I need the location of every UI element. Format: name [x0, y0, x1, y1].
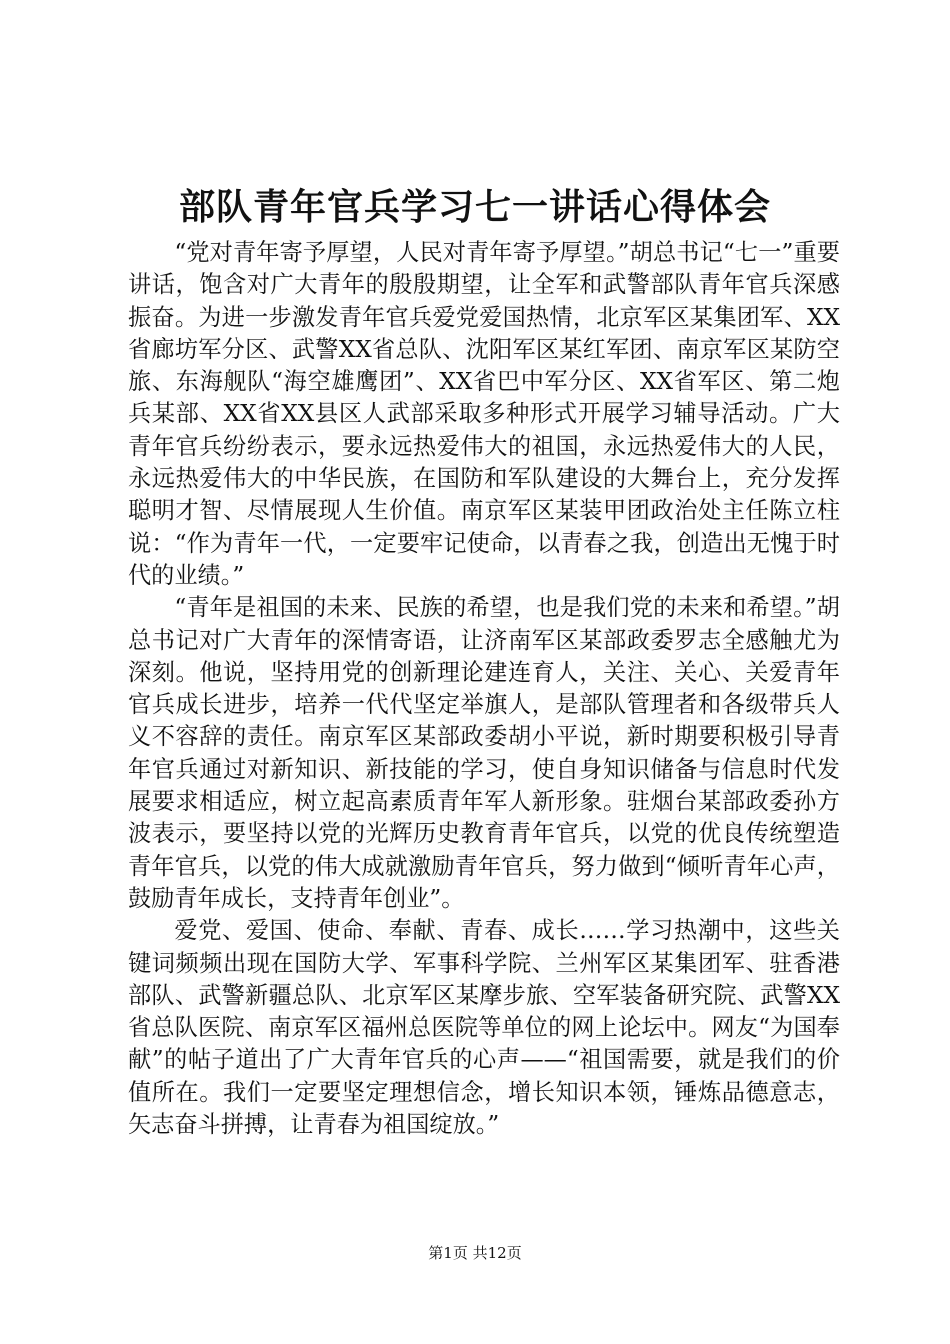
page-footer: 第1页 共12页 — [428, 1244, 522, 1262]
paragraph-2: “青年是祖国的未来、民族的希望，也是我们党的未来和希望。”胡总书记对广大青年的深情寄语，让济南军区某部政委罗志全感触尤为深刻。他说，坚持用党的创新理论建连育人，关注、关心、关爱青年官兵成长进步，培养一代代坚定举旗人，是部队管理者和各级带兵人义不容辞的责任。南京军区某部政委胡小平说，新时期要积极引导青年官兵通过对新知识、新技能的学习，使自身知识储备与信息时代发展要求相适应，树立起高素质青年军人新形象。驻烟台某部政委孙方波表示，要坚持以党的光辉历史教育青年官兵，以党的优良传统塑造青年官兵，以党的伟大成就激励青年官兵，努力做到“倾听青年心声，鼓励青年成长，支持青年创业”。 — [128, 594, 840, 912]
paragraph-1: “党对青年寄予厚望，人民对青年寄予厚望。”胡总书记“七一”重要讲话，饱含对广大青年的殷殷期望，让全军和武警部队青年官兵深感振奋。为进一步激发青年官兵爱党爱国热情，北京军区某集团军、XX省廊坊军分区、武警XX省总队、沈阳军区某红军团、南京军区某防空旅、东海舰队“海空雄鹰团”、XX省巴中军分区、XX省军区、第二炮兵某部、XX省XX县区人武部采取多种形式开展学习辅导活动。广大青年官兵纷纷表示，要永远热爱伟大的祖国，永远热爱伟大的人民，永远热爱伟大的中华民族，在国防和军队建设的大舞台上，充分发挥聪明才智、尽情展现人生价值。南京军区某装甲团政治处主任陈立柱说：“作为青年一代，一定要牢记使命，以青春之我，创造出无愧于时代的业绩。” — [128, 239, 840, 589]
paragraph-3: 爱党、爱国、使命、奉献、青春、成长……学习热潮中，这些关键词频频出现在国防大学、军事科学院、兰州军区某集团军、驻香港部队、武警新疆总队、北京军区某摩步旅、空军装备研究院、武警XX省总队医院、南京军区福州总医院等单位的网上论坛中。网友“为国奉献”的帖子道出了广大青年官兵的心声——“祖国需要，就是我们的价值所在。我们一定要坚定理想信念，增长知识本领，锤炼品德意志，矢志奋斗拼搏，让青春为祖国绽放。” — [128, 917, 840, 1139]
document-title: 部队青年官兵学习七一讲话心得体会 — [178, 186, 771, 228]
document-body — [128, 237, 840, 1141]
